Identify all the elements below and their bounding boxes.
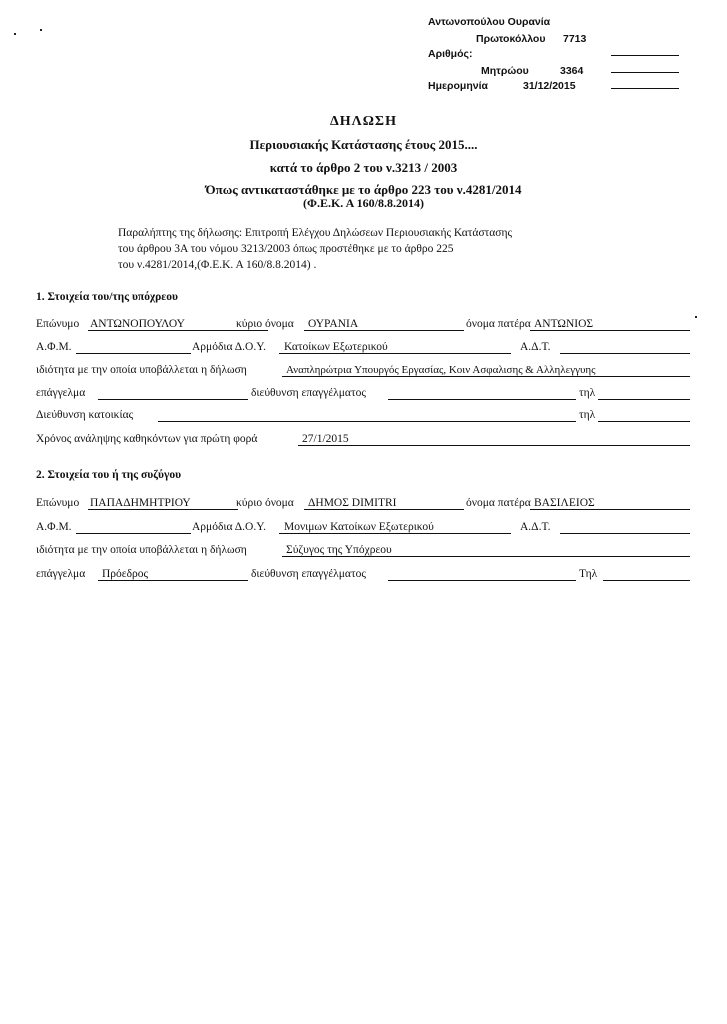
section1-row-names <box>36 315 690 331</box>
section2-row-capacity <box>36 541 690 557</box>
section1-row-home <box>36 406 690 422</box>
header-protocol-label: Πρωτοκόλλου <box>476 33 546 45</box>
section1-title: 1. Στοιχεία του/της υπόχρεου <box>36 291 178 303</box>
s2-surname-label: Επώνυμο <box>36 497 80 509</box>
title-line-1: Περιουσιακής Κατάστασης έτους 2015.... <box>249 137 478 152</box>
s1-capacity-value: Αναπληρώτρια Υπουργός Εργασίας, Κοιν Ασφαλισης & Αλληλεγγυης <box>286 364 596 376</box>
s1-capacity-label: ιδιότητα με την οποία υποβάλλεται η δήλωση <box>36 364 247 376</box>
section2-row-tax <box>36 518 690 534</box>
header-registry-value: 3364 <box>560 65 584 77</box>
section1-row-tax <box>36 338 690 354</box>
s2-father-label: όνομα πατέρα <box>466 497 531 509</box>
title-line-4: (Φ.Ε.Κ. Α 160/8.8.2014) <box>303 196 424 210</box>
recipient-line-1: Παραλήπτης της δήλωσης: Επιτροπή Ελέγχου Δηλώσεων Περιουσιακής Κατάστασης <box>118 227 513 239</box>
s1-start-label: Χρόνος ανάληψης καθηκόντων για πρώτη φορά <box>36 433 258 445</box>
header-date-label: Ημερομηνία <box>428 80 488 92</box>
s1-phone-label: τηλ <box>579 387 596 399</box>
section1-row-start <box>36 430 690 446</box>
s1-home-address-label: Διεύθυνση κατοικίας <box>36 409 134 421</box>
s1-start-value: 27/1/2015 <box>302 433 349 445</box>
s2-afm-label: Α.Φ.Μ. <box>36 521 72 533</box>
s1-firstname-label: κύριο όνομα <box>236 318 294 330</box>
s2-doy-label: Αρμόδια Δ.Ο.Υ. <box>192 521 266 533</box>
scan-speck <box>14 33 16 35</box>
s1-firstname-value: ΟΥΡΑΝΙΑ <box>308 318 359 330</box>
s1-adt-label: Α.Δ.Τ. <box>520 341 551 353</box>
s2-phone-label: Τηλ <box>579 568 598 580</box>
header-number-label: Αριθμός: <box>428 48 473 60</box>
s2-father-value: ΒΑΣΙΛΕΙΟΣ <box>534 497 595 509</box>
s2-adt-label: Α.Δ.Τ. <box>520 521 551 533</box>
s1-father-label: όνομα πατέρα <box>466 318 531 330</box>
header-number-line <box>611 55 679 56</box>
s2-capacity-value: Σύζυγος της Υπόχρεου <box>286 544 392 556</box>
s1-work-address-label: διεύθυνση επαγγέλματος <box>251 387 366 399</box>
s1-profession-label: επάγγελμα <box>36 387 86 399</box>
scan-speck <box>695 316 697 318</box>
s2-doy-value: Μονιμων Κατοίκων Εξωτερικού <box>284 521 434 533</box>
s1-surname-value: ΑΝΤΩΝΟΠΟΥΛΟΥ <box>90 318 185 330</box>
header-name: Αντωνοπούλου Ουρανία <box>428 16 551 28</box>
s1-afm-label: Α.Φ.Μ. <box>36 341 72 353</box>
s2-profession-label: επάγγελμα <box>36 568 86 580</box>
s1-doy-label: Αρμόδια Δ.Ο.Υ. <box>192 341 266 353</box>
recipient-line-2: του άρθρου 3Α του νόμου 3213/2003 όπως προστέθηκε με το άρθρο 225 <box>118 243 454 255</box>
header-date-value: 31/12/2015 <box>523 80 576 92</box>
section1-row-capacity <box>36 361 690 377</box>
s2-work-address-label: διεύθυνση επαγγέλματος <box>251 568 366 580</box>
s1-father-value: ΑΝΤΩΝΙΟΣ <box>534 318 594 330</box>
s2-capacity-label: ιδιότητα με την οποία υποβάλλεται η δήλωση <box>36 544 247 556</box>
header-registry-label: Μητρώου <box>481 65 529 77</box>
section2-row-profession <box>36 565 690 581</box>
header-registry-line <box>611 72 679 73</box>
section1-row-profession <box>36 384 690 400</box>
section2-row-names <box>36 494 690 510</box>
recipient-line-3: του ν.4281/2014,(Φ.Ε.Κ. Α 160/8.8.2014) . <box>118 259 317 271</box>
s2-firstname-label: κύριο όνομα <box>236 497 294 509</box>
section2-title: 2. Στοιχεία του ή της συζύγου <box>36 469 182 481</box>
s1-doy-value: Κατοίκων Εξωτερικού <box>284 341 388 353</box>
header-protocol-value: 7713 <box>563 33 587 45</box>
title-line-2: κατά το άρθρο 2 του ν.3213 / 2003 <box>269 160 458 175</box>
document-title: ΔΗΛΩΣΗ <box>330 114 397 129</box>
s2-firstname-value: ΔΗΜΟΣ DIMITRI <box>308 497 397 509</box>
s2-profession-value: Πρόεδρος <box>102 568 149 580</box>
s2-surname-value: ΠΑΠΑΔΗΜΗΤΡΙΟΥ <box>90 497 191 509</box>
scan-speck <box>40 29 42 31</box>
header-date-line <box>611 88 679 89</box>
s1-surname-label: Επώνυμο <box>36 318 80 330</box>
title-line-3: Όπως αντικαταστάθηκε με το άρθρο 223 του ν.4281/2014 <box>205 182 522 197</box>
s1-phone2-label: τηλ <box>579 409 596 421</box>
